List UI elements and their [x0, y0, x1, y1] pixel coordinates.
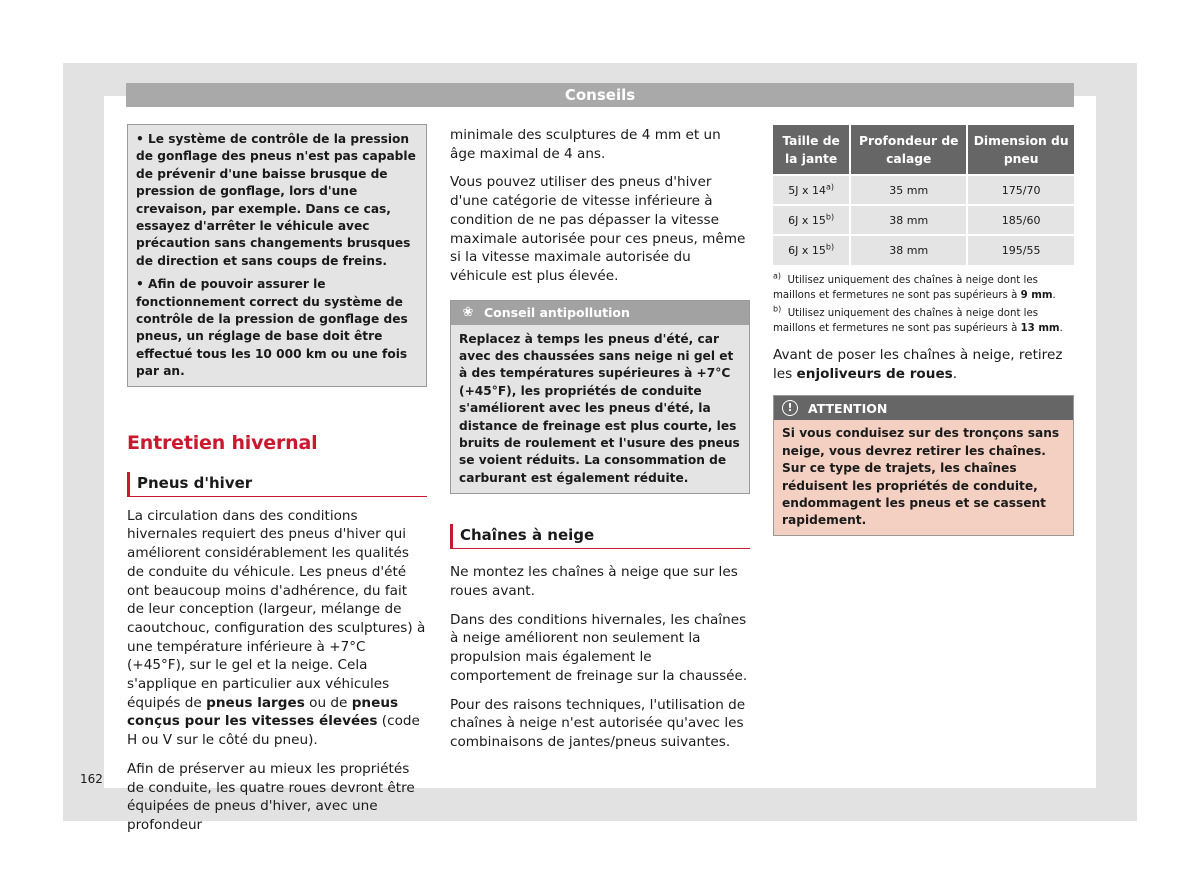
table-row	[773, 205, 1074, 235]
paragraph: Dans des conditions hivernales, les chaînes à neige améliorent non seulement la propulsion mais également le comportement de freinage sur la chaussée.	[450, 611, 748, 684]
page-number: 162	[80, 772, 103, 786]
paragraph: Vous pouvez utiliser des pneus d'hiver d'une catégorie de vitesse inférieure à condition de ne pas dépasser la vitesse maximale autorisée pour ces pneus, même si la vitesse maximale autorisée du véhicule est plus élevée.	[450, 174, 746, 284]
paragraph: Pour des raisons techniques, l'utilisation de chaînes à neige n'est autorisée qu'avec les combinaisons de jantes/pneus suivantes.	[450, 696, 746, 750]
table-cell: 195/55	[967, 235, 1074, 265]
table-cell: 6J x 15$^{b)}$	[773, 235, 850, 265]
warning-body: Si vous conduisez sur des tronçons sans neige, vous devrez retirer les chaînes. Sur ce type de trajets, les chaînes réduisent les propriétés de conduite, endommagent les pneus et se cassent rapidement.	[774, 420, 1073, 534]
paragraph: Afin de préserver au mieux les propriétés de conduite, les quatre roues devront être équipées de pneus d'hiver, avec une profondeur	[127, 760, 415, 833]
footnote: $^{a)}$ Utilisez uniquement des chaînes à neige dont les maillons et fermetures ne sont pas supérieurs à 9 mm.	[773, 271, 1056, 301]
table-cell: 35 mm	[850, 175, 967, 205]
footnote: $^{b)}$ Utilisez uniquement des chaînes à neige dont les maillons et fermetures ne sont pas supérieurs à 13 mm.	[773, 304, 1063, 334]
notice-item: • Afin de pouvoir assurer le fonctionnement correct du système de contrôle de la pression de gonflage des pneus, un réglage de base doit être effectué tous les 10 000 km ou une fois par an.	[136, 277, 408, 379]
column-middle	[450, 120, 750, 752]
column-right	[773, 120, 1074, 536]
table-cell: 5J x 14$^{a)}$	[773, 175, 850, 205]
eco-tip-header	[451, 301, 749, 325]
flower-icon: ❀	[462, 304, 474, 320]
subsection-title-winter-tyres: Pneus d'hiver	[127, 472, 427, 497]
paragraph: La circulation dans des conditions hivernales requiert des pneus d'hiver qui améliorent considérablement les qualités de conduite du véhicule. Les pneus d'été ont beaucoup moins d'adhérence, du fait de leur conception (largeur, mélange de caoutchouc, configuration des sculptures) à une température inférieure à +7°C (+45°F), sur le gel et la neige. Cela s'applique en particulier aux véhicules équipés de pneus larges ou de pneus conçus pour les vitesses élevées (code H ou V sur le côté du pneu).	[127, 507, 426, 749]
table-row	[773, 175, 1074, 205]
warning-box	[773, 395, 1074, 535]
table-cell: 38 mm	[850, 235, 967, 265]
section-header: Conseils	[126, 83, 1074, 107]
table-header-cell: Taille de la jante	[773, 125, 850, 175]
rim-tyre-table	[773, 125, 1074, 265]
warning-title: ATTENTION	[808, 400, 888, 416]
eco-tip-body: Replacez à temps les pneus d'été, car avec des chaussées sans neige ni gel et à des températures supérieures à +7°C (+45°F), les propriétés de conduite s'améliorent avec les pneus d'été, la distance de freinage est plus courte, les bruits de roulement et l'usure des pneus se voient réduits. La consommation de carburant est également réduite.	[451, 325, 749, 494]
table-header-cell: Dimension du pneu	[967, 125, 1074, 175]
tpms-notice-box	[127, 124, 427, 387]
table-row	[773, 235, 1074, 265]
paragraph: Ne montez les chaînes à neige que sur les roues avant.	[450, 564, 738, 599]
paragraph: minimale des sculptures de 4 mm et un âge maximal de 4 ans.	[450, 127, 721, 162]
exclamation-circle-icon: !	[782, 400, 798, 416]
eco-tip-box	[450, 300, 750, 495]
section-title: Entretien hivernal	[127, 431, 318, 454]
table-header-cell: Profondeur de calage	[850, 125, 967, 175]
table-cell: 38 mm	[850, 205, 967, 235]
warning-header	[774, 396, 1073, 420]
subsection-title-snow-chains: Chaînes à neige	[450, 524, 750, 549]
paragraph: Avant de poser les chaînes à neige, retirez les enjoliveurs de roues.	[773, 347, 1063, 382]
notice-item: • Le système de contrôle de la pression de gonflage des pneus n'est pas capable de prévenir d'une baisse brusque de pression de gonflage, lors d'une crevaison, par exemple. Dans ce cas, essayez d'arrêter le véhicule avec précaution sans changements brusques de direction et sans coups de freins.	[136, 132, 416, 268]
table-cell: 6J x 15$^{b)}$	[773, 205, 850, 235]
table-header-row	[773, 125, 1074, 175]
table-cell: 175/70	[967, 175, 1074, 205]
column-left	[127, 120, 427, 835]
table-cell: 185/60	[967, 205, 1074, 235]
eco-tip-title: Conseil antipollution	[484, 304, 630, 320]
